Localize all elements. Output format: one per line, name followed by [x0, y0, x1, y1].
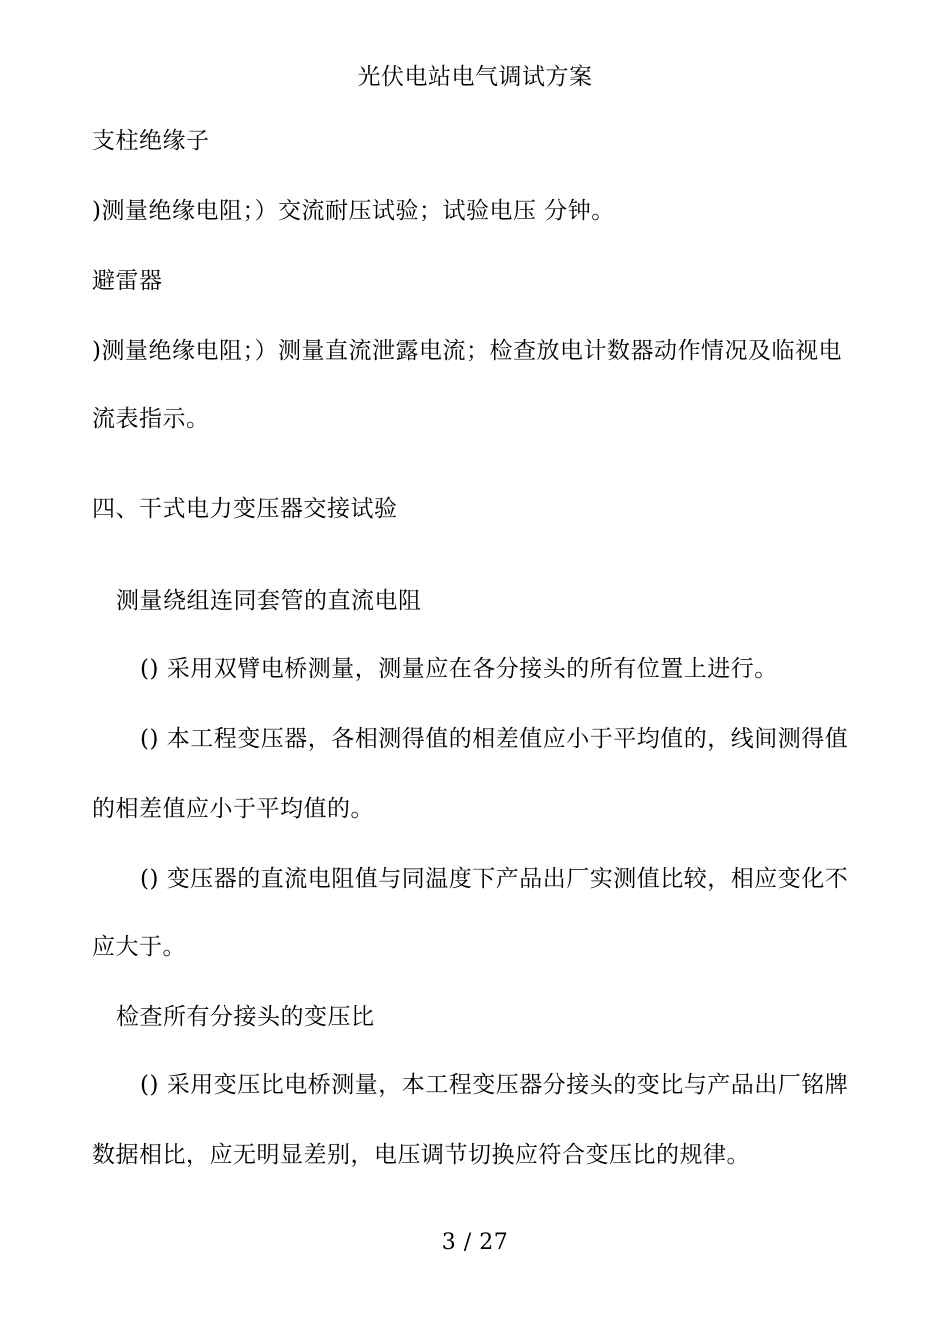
paragraph-line: 流表指示。	[92, 406, 210, 432]
subsection-heading-tap-ratio: 检查所有分接头的变压比	[116, 1004, 375, 1030]
paragraph-line: )测量绝缘电阻；）测量直流泄露电流；检查放电计数器动作情况及临视电	[92, 338, 842, 364]
paragraph-line: )测量绝缘电阻；）交流耐压试验；试验电压 分钟。	[92, 198, 615, 224]
section-heading-transformer-test: 四、干式电力变压器交接试验	[92, 496, 398, 522]
list-item: () 采用变压比电桥测量，本工程变压器分接头的变比与产品出厂铭牌	[140, 1072, 849, 1098]
paragraph-line: 应大于。	[92, 934, 186, 960]
subsection-heading-dc-resistance: 测量绕组连同套管的直流电阻	[116, 588, 422, 614]
list-item: () 本工程变压器，各相测得值的相差值应小于平均值的，线间测得值	[140, 726, 849, 752]
section-heading-arrester: 避雷器	[92, 268, 163, 294]
page-title: 光伏电站电气调试方案	[357, 64, 593, 90]
section-heading-post-insulator: 支柱绝缘子	[92, 128, 210, 154]
page-number: 3 / 27	[441, 1230, 509, 1255]
paragraph-line: 的相差值应小于平均值的。	[92, 796, 374, 822]
list-item: () 变压器的直流电阻值与同温度下产品出厂实测值比较，相应变化不	[140, 866, 849, 892]
paragraph-line: 数据相比，应无明显差别，电压调节切换应符合变压比的规律。	[92, 1142, 750, 1168]
list-item: () 采用双臂电桥测量，测量应在各分接头的所有位置上进行。	[140, 656, 778, 682]
